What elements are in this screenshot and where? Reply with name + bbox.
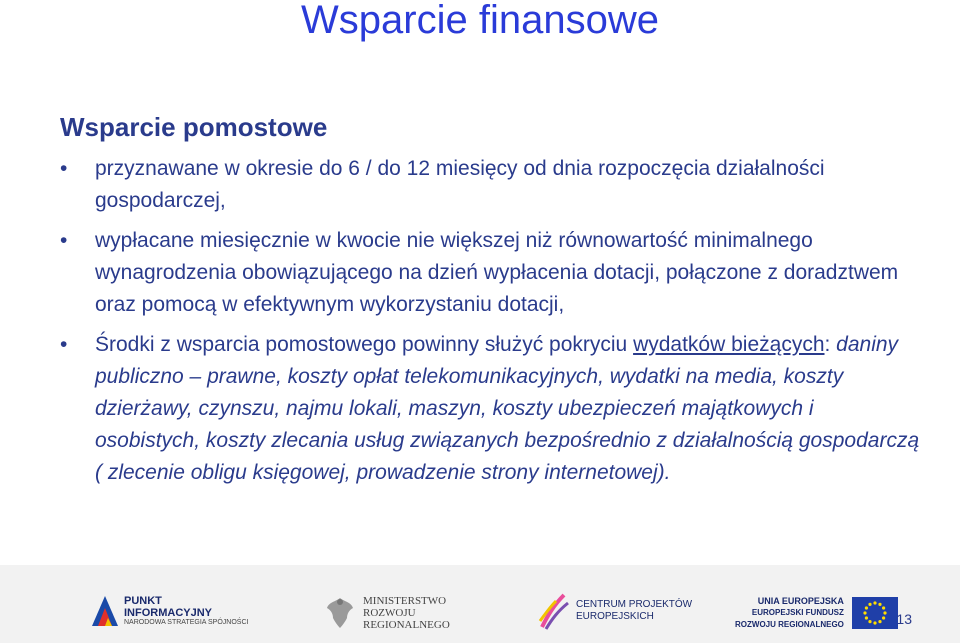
expense-list: daniny publiczno – prawne, koszty opłat telekomunikacyjnych, wydatki na media, koszty dzierżawy, czynszu, najmu lokali, maszyn, koszty ubezpieczeń majątkowych i osobistych, koszty zlecania usług związanych bezpośrednio z działalnością gospodarczą ( zlecenie obligu księgowej, prowadzenie strony internetowej).: [95, 333, 920, 484]
logo1-line1: PUNKT: [124, 595, 162, 607]
ministerstwo-logo: [325, 595, 450, 631]
bullet-item: [60, 329, 920, 489]
bullet-icon: •: [60, 333, 68, 356]
logo1-line2: INFORMACYJNY: [124, 607, 213, 619]
cpe-logo: [538, 591, 692, 631]
logo2-line1: MINISTERSTWO: [363, 595, 447, 607]
eagle-emblem-icon: [325, 596, 355, 630]
bullet-item: [60, 225, 920, 321]
slide-title: Wsparcie finansowe: [301, 0, 659, 42]
bullet-text: wypłacane miesięcznie w kwocie nie większej niż równowartość minimalnego wynagrodzenia obowiązującego na dzień wypłacenia dotacji, połączone z doradztwem oraz pomocą w efektywnym wykorzystaniu dotacji,: [95, 229, 899, 316]
bullet-icon: •: [60, 157, 68, 180]
eu-logo: [735, 595, 898, 631]
logo4-line2: EUROPEJSKI FUNDUSZ: [751, 608, 844, 617]
logo4-line3: ROZWOJU REGIONALNEGO: [735, 620, 844, 629]
underlined-term: wydatków bieżących: [633, 333, 825, 356]
footer-logos-bar: [0, 565, 960, 643]
bullet-list: [60, 153, 920, 497]
logo2-line3: REGIONALNEGO: [363, 619, 450, 631]
punkt-informacyjny-logo: [92, 595, 248, 627]
colon: :: [824, 333, 831, 356]
logo2-line2: ROZWOJU: [363, 607, 416, 619]
logo3-line1: CENTRUM PROJEKTÓW: [576, 599, 693, 610]
logo1-sub: NARODOWA STRATEGIA SPÓJNOŚCI: [124, 619, 249, 626]
section-heading: Wsparcie pomostowe: [60, 112, 328, 142]
bullet-text: przyznawane w okresie do 6 / do 12 miesięcy od dnia rozpoczęcia działalności gospodarczej,: [95, 157, 825, 212]
punkt-informacyjny-icon: [92, 596, 118, 626]
page-number: 13: [896, 611, 912, 627]
bullet-text: Środki z wsparcia pomostowego powinny służyć pokryciu: [95, 333, 634, 356]
cpe-swoosh-icon: [538, 591, 570, 631]
logo4-line1: UNIA EUROPEJSKA: [757, 596, 844, 606]
logo3-line2: EUROPEJSKICH: [576, 611, 654, 622]
bullet-item: [60, 153, 920, 217]
eu-flag-icon: [852, 597, 898, 629]
bullet-icon: •: [60, 229, 68, 252]
